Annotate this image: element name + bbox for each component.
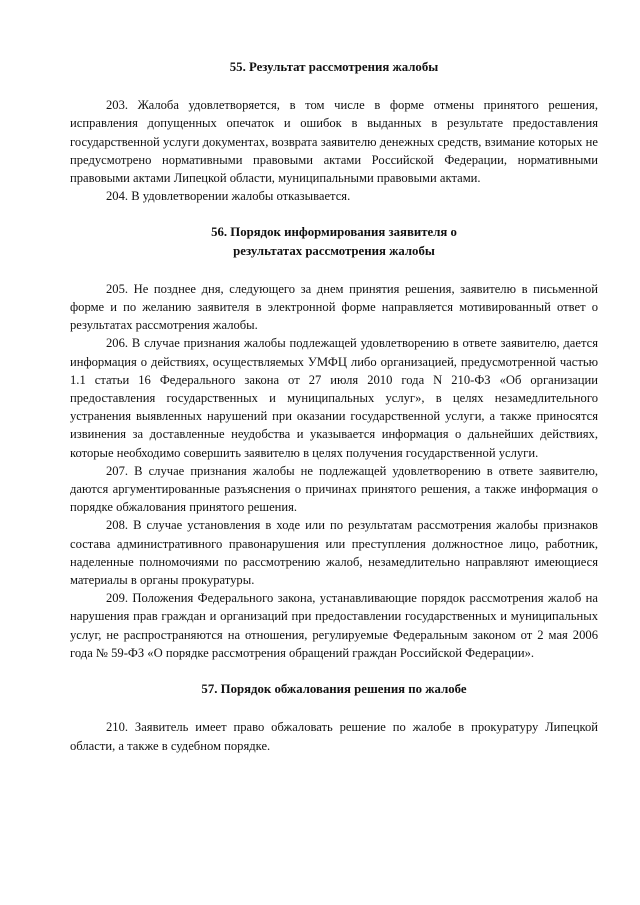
heading-line: 56. Порядок информирования заявителя о [211,225,457,240]
heading-line: 55. Результат рассмотрения жалобы [229,60,439,74]
section-heading [70,58,598,76]
document-page [70,58,598,755]
section-55 [70,58,598,205]
paragraph-203: 203. Жалоба удовлетворяется, в том числе в форме отмены принятого решения, исправления допущенных опечаток и ошибок в выданных в результате предоставления государственной услуги документах, возврата заявителю денежных средств, взимание которых не предусмотрено нормативными правовыми актами Российской Федерации, нормативными правовыми актами Липецкой области, муниципальными правовыми актами. [70,98,598,186]
section-heading [70,680,598,698]
paragraph-209: 209. Положения Федерального закона, устанавливающие порядок рассмотрения жалоб на нарушения прав граждан и организаций при предоставлении государственных и муниципальных услуг, не распространяются на отношения, регулируемые Федеральным законом от 2 мая 2006 года № 59-ФЗ «О порядке рассмотрения обращений граждан Российской Федерации». [70,591,598,660]
paragraph-210: 210. Заявитель имеет право обжаловать решение по жалобе в прокуратуру Липецкой области, а также в судебном порядке. [70,720,598,753]
paragraph-207: 207. В случае признания жалобы не подлежащей удовлетворению в ответе заявителю, даются аргументированные разъяснения о причинах принятого решения, а также информация о порядке обжалования принятого решения. [70,463,598,515]
paragraph-205: 205. Не позднее дня, следующего за днем принятия решения, заявителю в письменной форме и по желанию заявителя в электронной форме направляется мотивированный ответ о результатах рассмотрения жалобы. [70,281,598,333]
heading-line: результатах рассмотрения жалобы [233,243,435,258]
section-56 [70,223,598,662]
paragraph-204: 204. В удовлетворении жалобы отказывается. [106,189,351,204]
section-57 [70,680,598,755]
paragraph-206: 206. В случае признания жалобы подлежащей удовлетворению в ответе заявителю, дается информация о действиях, осуществляемых УМФЦ либо организацией, предусмотренной частью 1.1 статьи 16 Федерального закона от 27 июля 2010 года N 210-ФЗ «Об организации предоставления государственных и муниципальных услуг», в целях незамедлительного устранения выявленных нарушений при оказании государственной услуги, а также приносятся извинения за доставленные неудобства и указывается информация о дальнейших действиях, которые необходимо совершить заявителю в целях получения государственной услуги. [70,336,598,460]
section-heading [70,223,598,259]
heading-line: 57. Порядок обжалования решения по жалобе [201,682,467,697]
paragraph-208: 208. В случае установления в ходе или по результатам рассмотрения жалобы признаков состава административного правонарушения или преступления должностное лицо, работник, наделенные полномочиями по рассмотрению жалоб, незамедлительно направляют имеющиеся материалы в органы прокуратуры. [70,518,598,588]
